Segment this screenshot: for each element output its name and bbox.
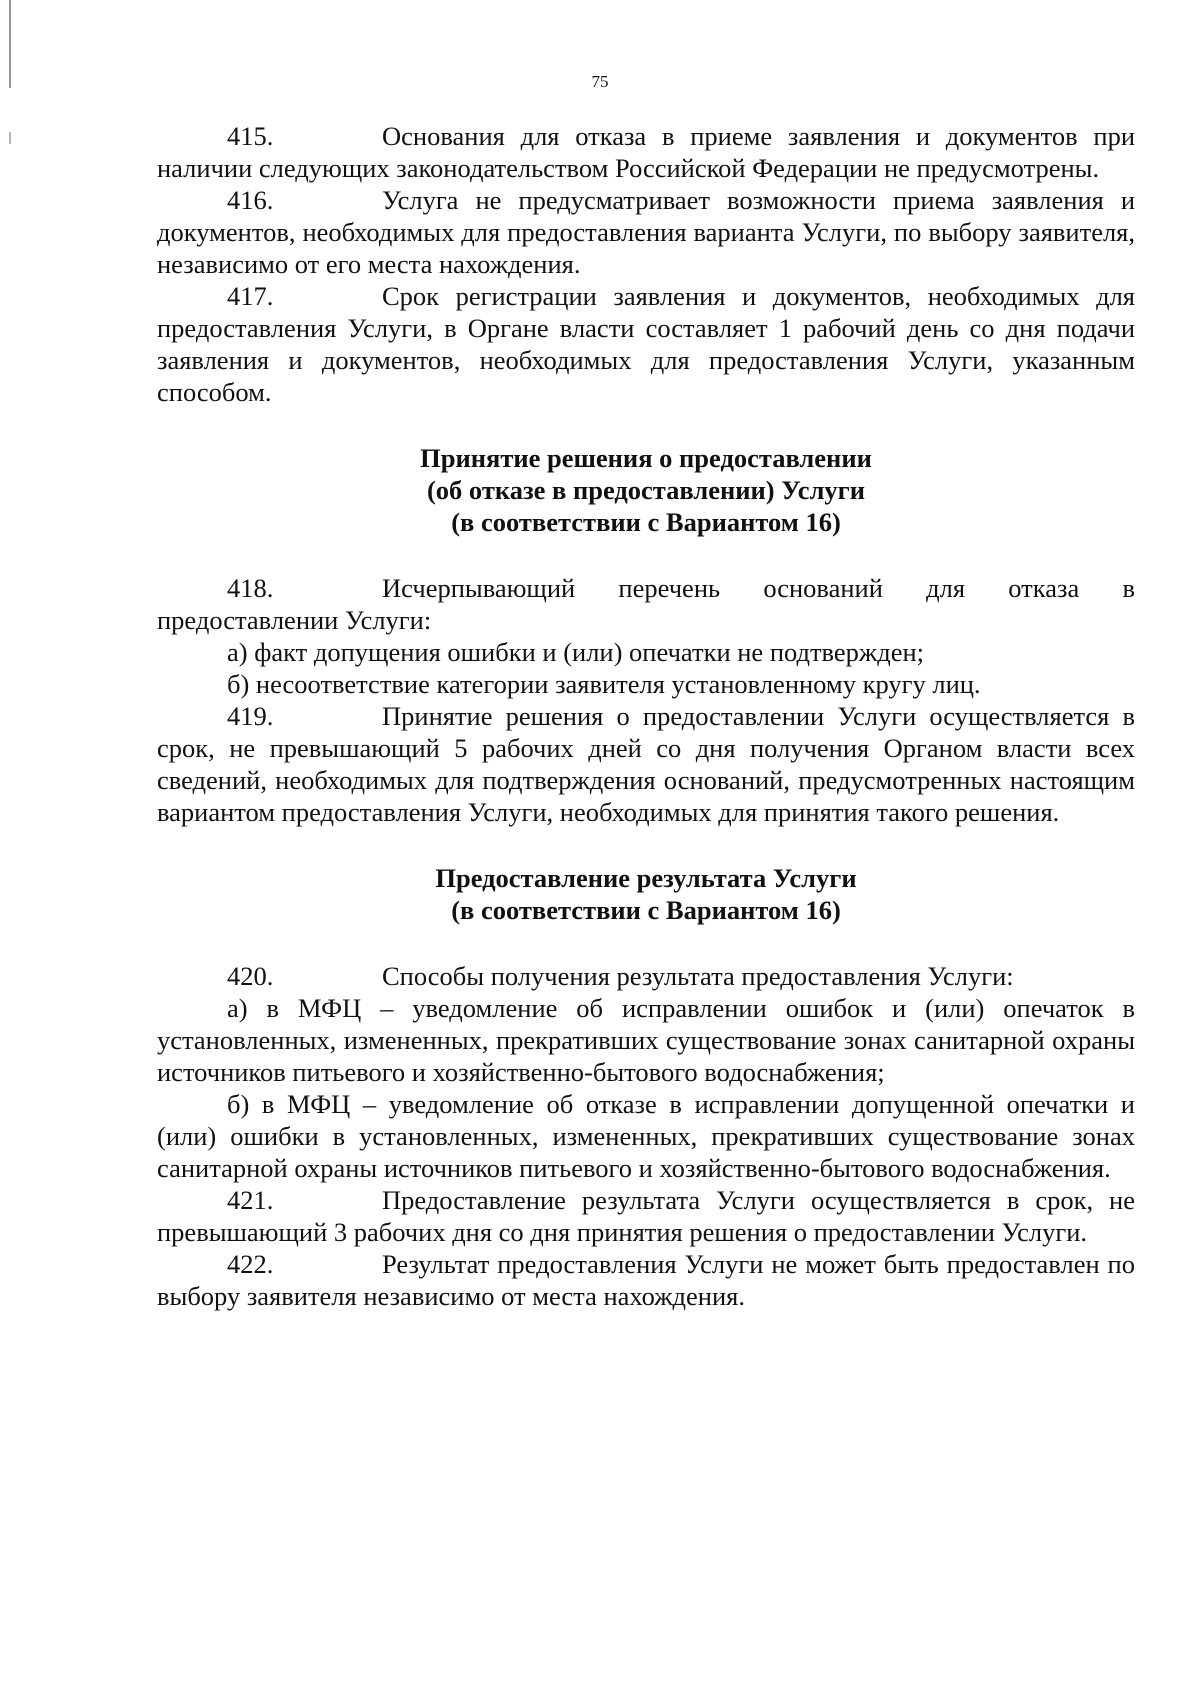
- paragraph-number: 420.: [227, 961, 274, 991]
- paragraph-418: [157, 572, 1135, 636]
- paragraph-number: 421.: [227, 1185, 274, 1215]
- paragraph-text: Срок регистрации заявления и документов, необходимых для предоставления Услуги, в Органе власти составляет 1 рабочий день со дня подачи заявления и документов, необходимых для предоставления Услуги, указанным способом.: [157, 281, 1135, 407]
- paragraph-417: [157, 280, 1135, 408]
- paragraph-number: 422.: [227, 1249, 274, 1279]
- document-body: [157, 120, 1135, 1312]
- paragraph-text: Принятие решения о предоставлении Услуги осуществляется в срок, не превышающий 5 рабочих дней со дня получения Органом власти всех сведений, необходимых для подтверждения оснований, предусмотренных настоящим вариантом предоставления Услуги, необходимых для принятия такого решения.: [157, 701, 1135, 827]
- list-item-a: а) факт допущения ошибки и (или) опечатки не подтвержден;: [227, 637, 925, 667]
- paragraph-text: Исчерпывающий перечень оснований для отказа в предоставлении Услуги:: [157, 573, 1135, 635]
- paragraph-text: Предоставление результата Услуги осуществляется в срок, не превышающий 3 рабочих дня со дня принятия решения о предоставлении Услуги.: [157, 1185, 1135, 1247]
- paragraph-421: [157, 1184, 1135, 1248]
- paragraph-text: Способы получения результата предоставления Услуги:: [382, 961, 1014, 991]
- paragraph-number: 418.: [227, 573, 274, 603]
- paragraph-number: 419.: [227, 701, 274, 731]
- paragraph-text: Результат предоставления Услуги не может быть предоставлен по выбору заявителя независимо от места нахождения.: [157, 1249, 1135, 1311]
- paragraph-number: 417.: [227, 281, 274, 311]
- page-number: 75: [591, 72, 609, 91]
- section-heading-line: (в соответствии с Вариантом 16): [451, 507, 841, 537]
- paragraph-415: [157, 120, 1135, 184]
- section-heading-line: (в соответствии с Вариантом 16): [451, 895, 841, 925]
- paragraph-text: Основания для отказа в приеме заявления и документов при наличии следующих законодательством Российской Федерации не предусмотрены.: [157, 121, 1135, 183]
- list-item-b: б) несоответствие категории заявителя установленному кругу лиц.: [227, 669, 981, 699]
- list-item-a: а) в МФЦ – уведомление об исправлении ошибок и (или) опечаток в установленных, измененных, прекративших существование зонах санитарной охраны источников питьевого и хозяйственно-бытового водоснабжения;: [157, 993, 1135, 1087]
- section-heading-line: Предоставление результата Услуги: [435, 863, 857, 893]
- paragraph-number: 416.: [227, 185, 274, 215]
- paragraph-text: Услуга не предусматривает возможности приема заявления и документов, необходимых для предоставления варианта Услуги, по выбору заявителя, независимо от его места нахождения.: [157, 185, 1135, 279]
- paragraph-416: [157, 184, 1135, 280]
- scan-edge-mark: [9, 132, 11, 144]
- paragraph-422: [157, 1248, 1135, 1312]
- section-heading-line: Принятие решения о предоставлении: [420, 443, 872, 473]
- paragraph-419: [157, 700, 1135, 828]
- paragraph-number: 415.: [227, 121, 274, 151]
- paragraph-420: [157, 960, 1135, 992]
- list-item-b: б) в МФЦ – уведомление об отказе в исправлении допущенной опечатки и (или) ошибки в установленных, измененных, прекративших существование зонах санитарной охраны источников питьевого и хозяйственно-бытового водоснабжения.: [157, 1089, 1135, 1183]
- section-heading-line: (об отказе в предоставлении) Услуги: [426, 475, 865, 505]
